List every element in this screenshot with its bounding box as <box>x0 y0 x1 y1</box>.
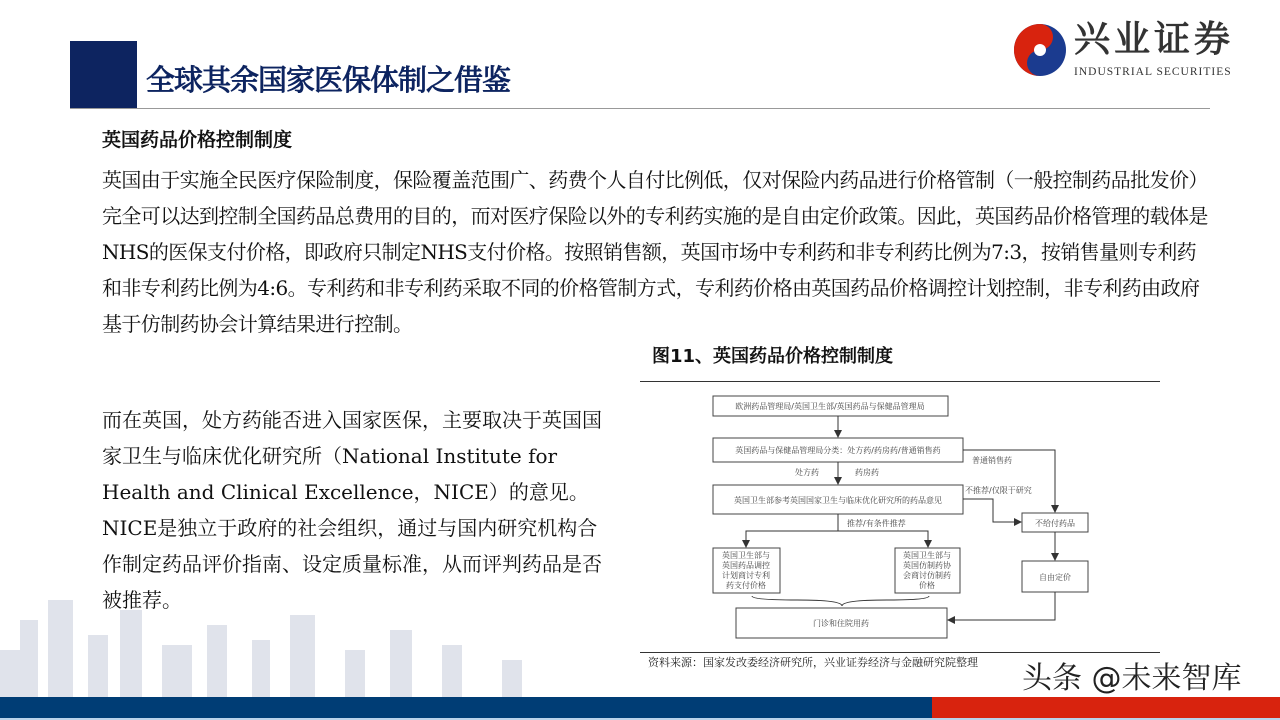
watermark: 头条 @未来智库 <box>1022 661 1242 696</box>
body-paragraph-2: 而在英国，处方药能否进入国家医保，主要取决于英国国家卫生与临床优化研究所（National Institute for Health and Clinical Excellence，NICE）的意见。NICE是独立于政府的社会组织，通过与国内研究机构合作制定药品评价指南、设定质量标准，从而评判药品是否被推荐。 <box>102 408 602 612</box>
logo-chinese: 兴业证券 <box>1074 18 1235 60</box>
flow-text-generic-4: 价格 <box>919 581 935 590</box>
flow-text-free-pricing: 自由定价 <box>1039 573 1071 582</box>
flow-text-patent-4: 药支付价格 <box>726 581 766 590</box>
flow-text-not-reimbursed: 不给付药品 <box>1035 519 1075 528</box>
flow-text-patent-3: 计划商讨专利 <box>722 571 770 580</box>
flow-text-patent-2: 英国药品调控 <box>722 561 770 570</box>
footer-bar-blue <box>0 697 932 718</box>
logo-english: INDUSTRIAL SECURITIES <box>1074 66 1232 78</box>
flow-text-generic-3: 会商讨仿制药 <box>903 571 951 580</box>
section-subtitle: 英国药品价格控制制度 <box>102 129 293 151</box>
body-paragraph-1: 英国由于实施全民医疗保险制度，保险覆盖范围广、药费个人自付比例低，仅对保险内药品进行价格管制（一般控制药品批发价）完全可以达到控制全国药品总费用的目的，而对医疗保险以外的专利药实施的是自由定价政策。因此，英国药品价格管理的载体是NHS的医保支付价格，即政府只制定NHS支付价格。按照销售额，英国市场中专利药和非专利药比例为7:3，按销售量则专利药和非专利药比例为4:6。专利药和非专利药采取不同的价格管制方式，专利药价格由英国药品价格调控计划控制，非专利药由政府基于仿制药协会计算结果进行控制。 <box>102 168 1208 336</box>
flow-text-outpatient: 门诊和住院用药 <box>813 619 869 628</box>
figure-bottom-rule <box>640 652 1160 653</box>
flow-label-recommended: 推荐/有条件推荐 <box>847 519 906 528</box>
flow-text-generic-1: 英国卫生部与 <box>903 551 951 560</box>
flow-text-nice-opinion: 英国卫生部参考英国国家卫生与临床优化研究所的药品意见 <box>734 496 942 505</box>
flow-label-otc: 普通销售药 <box>972 456 1012 465</box>
flow-label-not-recommended: 不推荐/仅限于研究 <box>965 486 1032 495</box>
page-title: 全球其余国家医保体制之借鉴 <box>146 63 511 97</box>
flow-label-pharmacy: 药房药 <box>855 468 879 477</box>
figure-source: 资料来源：国家发改委经济研究所，兴业证券经济与金融研究院整理 <box>648 656 978 669</box>
flow-text-classification: 英国药品与保健品管理局分类：处方药/药房药/普通销售药 <box>735 446 941 455</box>
figure-title: 图11、英国药品价格控制制度 <box>652 346 894 367</box>
flow-label-rx: 处方药 <box>795 468 819 477</box>
footer-bar-red <box>932 697 1280 718</box>
flow-text-generic-2: 英国仿制药协 <box>903 561 951 570</box>
flow-text-agencies: 欧洲药品管理局/英国卫生部/英国药品与保健品管理局 <box>735 402 925 411</box>
flow-text-patent-1: 英国卫生部与 <box>722 551 770 560</box>
